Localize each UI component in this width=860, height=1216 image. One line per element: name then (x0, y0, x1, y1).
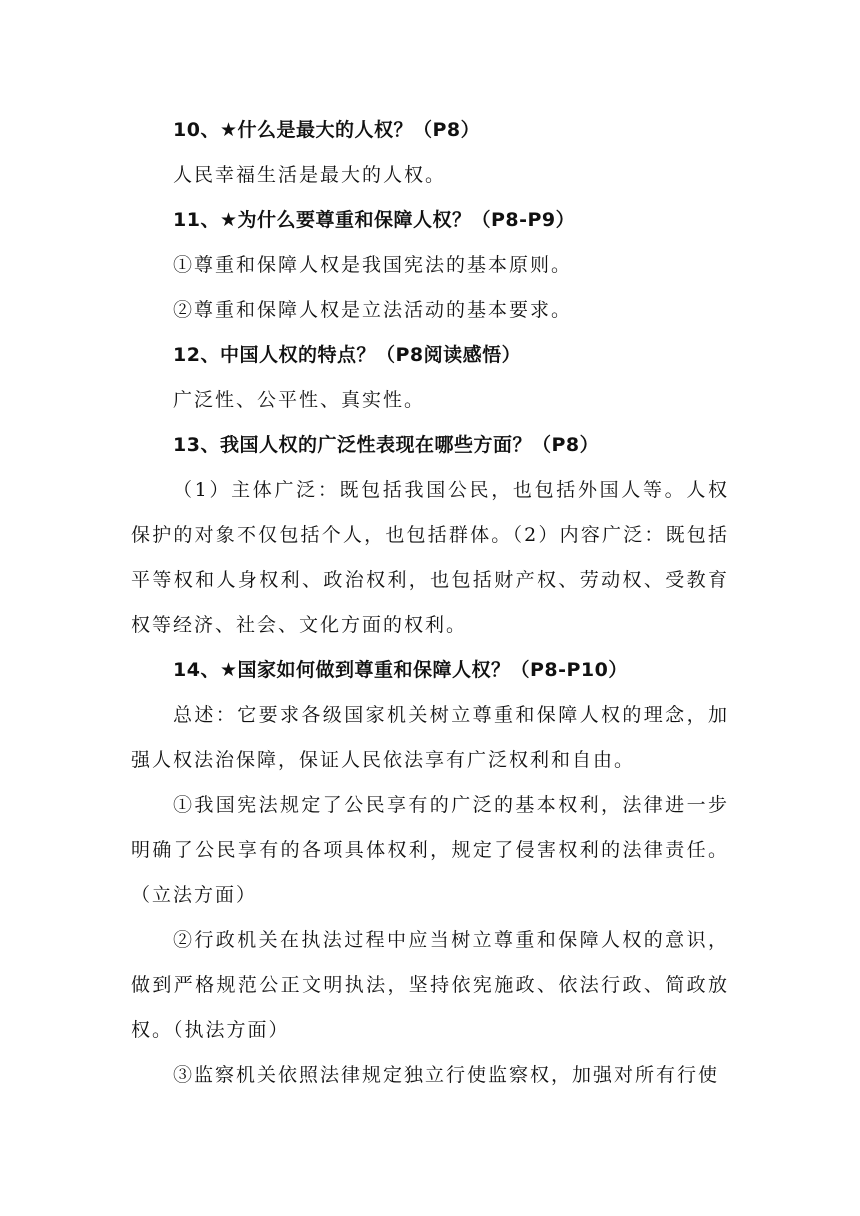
answer-14-point-1: ①我国宪法规定了公民享有的广泛的基本权利，法律进一步明确了公民享有的各项具体权利，规定了侵害权利的法律责任。（立法方面） (131, 794, 729, 906)
answer-10-text: 人民幸福生活是最大的人权。 (173, 164, 447, 186)
answer-14-point-3: ③监察机关依照法律规定独立行使监察权，加强对所有行使 (173, 1064, 720, 1086)
document-content (131, 108, 729, 1098)
answer-11-point-1: ①尊重和保障人权是我国宪法的基本原则。 (173, 254, 573, 276)
answer-14-point-2: ②行政机关在执法过程中应当树立尊重和保障人权的意识，做到严格规范公正文明执法，坚持依宪施政、依法行政、简政放权。（执法方面） (131, 929, 729, 1041)
question-13-heading: 13、我国人权的广泛性表现在哪些方面？（P8） (173, 434, 600, 456)
answer-14-summary: 总述：它要求各级国家机关树立尊重和保障人权的理念，加强人权法治保障，保证人民依法享有广泛权利和自由。 (131, 704, 729, 771)
question-11-heading: 11、★为什么要尊重和保障人权？（P8-P9） (173, 209, 576, 231)
answer-13-paragraph: （1）主体广泛：既包括我国公民，也包括外国人等。人权保护的对象不仅包括个人，也包括群体。（2）内容广泛：既包括平等权和人身权利、政治权利，也包括财产权、劳动权、受教育权等经济、社会、文化方面的权利。 (131, 479, 729, 636)
question-10-heading: 10、★什么是最大的人权？（P8） (173, 119, 481, 141)
question-12-heading: 12、中国人权的特点？（P8阅读感悟） (173, 344, 522, 366)
question-14-heading: 14、★国家如何做到尊重和保障人权？（P8-P10） (173, 659, 628, 681)
answer-12-text: 广泛性、公平性、真实性。 (173, 389, 426, 411)
answer-11-point-2: ②尊重和保障人权是立法活动的基本要求。 (173, 299, 573, 321)
